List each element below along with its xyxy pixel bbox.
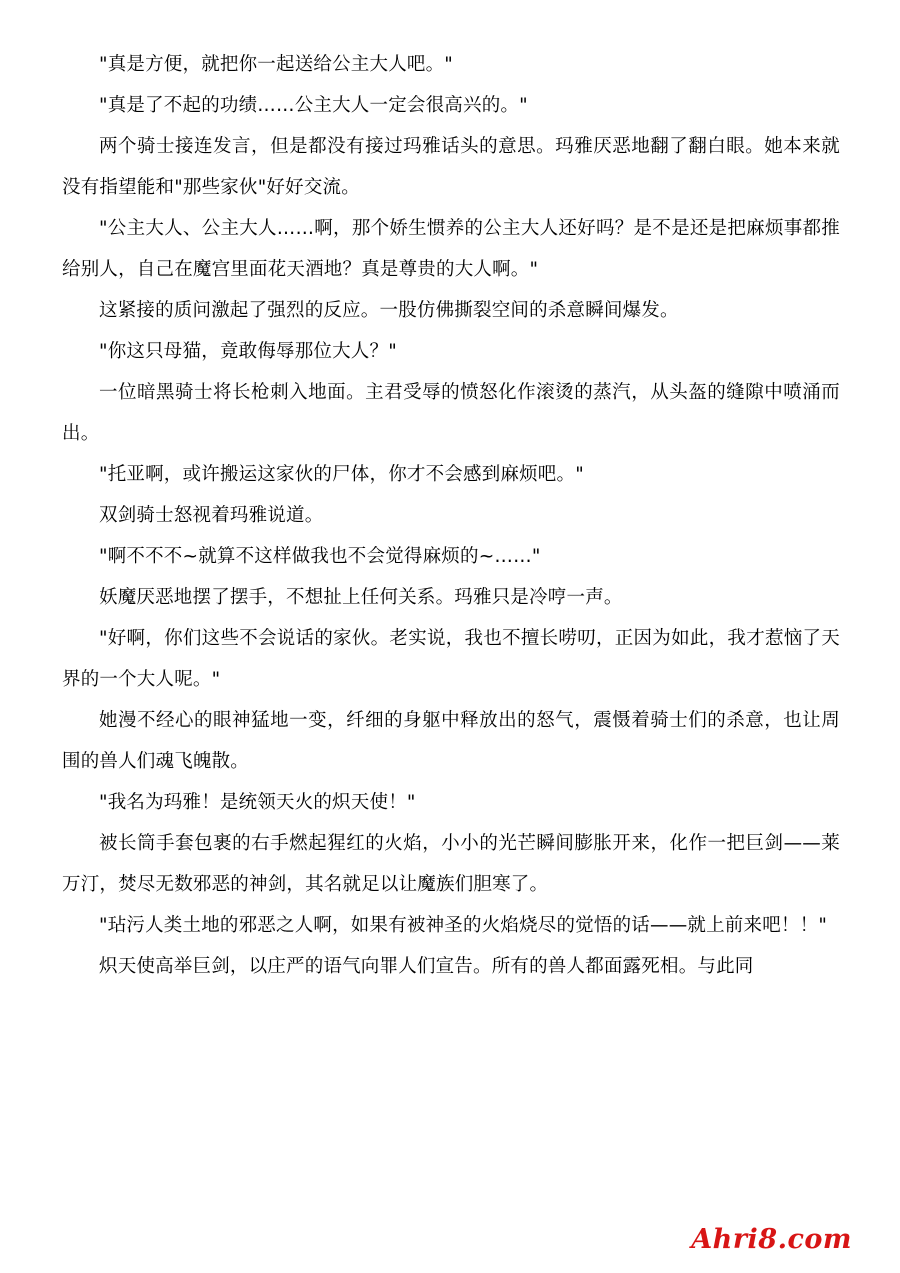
paragraph: "真是了不起的功绩……公主大人一定会很高兴的。" [99, 95, 528, 116]
paragraph: "公主大人、公主大人……啊，那个娇生惯养的公主大人还好吗？是不是还是把麻烦事都推给别人，自己在魔宫里面花天酒地？真是尊贵的大人啊。" [62, 218, 840, 280]
document-body [62, 44, 840, 987]
paragraph: "啊不不不~就算不这样做我也不会觉得麻烦的~……" [99, 546, 541, 567]
paragraph: 炽天使高举巨剑，以庄严的语气向罪人们宣告。所有的兽人都面露死相。与此同 [99, 956, 754, 977]
paragraph: 她漫不经心的眼神猛地一变，纤细的身躯中释放出的怒气，震慑着骑士们的杀意，也让周围的兽人们魂飞魄散。 [62, 710, 840, 772]
paragraph: 妖魔厌恶地摆了摆手，不想扯上任何关系。玛雅只是冷哼一声。 [99, 587, 623, 608]
paragraph: 双剑骑士怒视着玛雅说道。 [99, 505, 324, 526]
paragraph: 两个骑士接连发言，但是都没有接过玛雅话头的意思。玛雅厌恶地翻了翻白眼。她本来就没有指望能和"那些家伙"好好交流。 [62, 136, 840, 198]
paragraph: 被长筒手套包裹的右手燃起猩红的火焰，小小的光芒瞬间膨胀开来，化作一把巨剑——莱万汀，焚尽无数邪恶的神剑，其名就足以让魔族们胆寒了。 [62, 833, 840, 895]
paragraph: "你这只母猫，竟敢侮辱那位大人？" [99, 341, 397, 362]
paragraph: "真是方便，就把你一起送给公主大人吧。" [99, 54, 454, 75]
paragraph: 一位暗黑骑士将长枪刺入地面。主君受辱的愤怒化作滚烫的蒸汽，从头盔的缝隙中喷涌而出。 [62, 382, 840, 444]
site-watermark: Ahri8.com [691, 1224, 852, 1255]
paragraph: "玷污人类土地的邪恶之人啊，如果有被神圣的火焰烧尽的觉悟的话——就上前来吧！！" [99, 915, 828, 936]
paragraph: 这紧接的质问激起了强烈的反应。一股仿佛撕裂空间的杀意瞬间爆发。 [99, 300, 679, 321]
paragraph: "我名为玛雅！是统领天火的炽天使！" [99, 792, 416, 813]
paragraph: "托亚啊，或许搬运这家伙的尸体，你才不会感到麻烦吧。" [99, 464, 584, 485]
paragraph: "好啊，你们这些不会说话的家伙。老实说，我也不擅长唠叨，正因为如此，我才惹恼了天界的一个大人呢。" [62, 628, 840, 690]
